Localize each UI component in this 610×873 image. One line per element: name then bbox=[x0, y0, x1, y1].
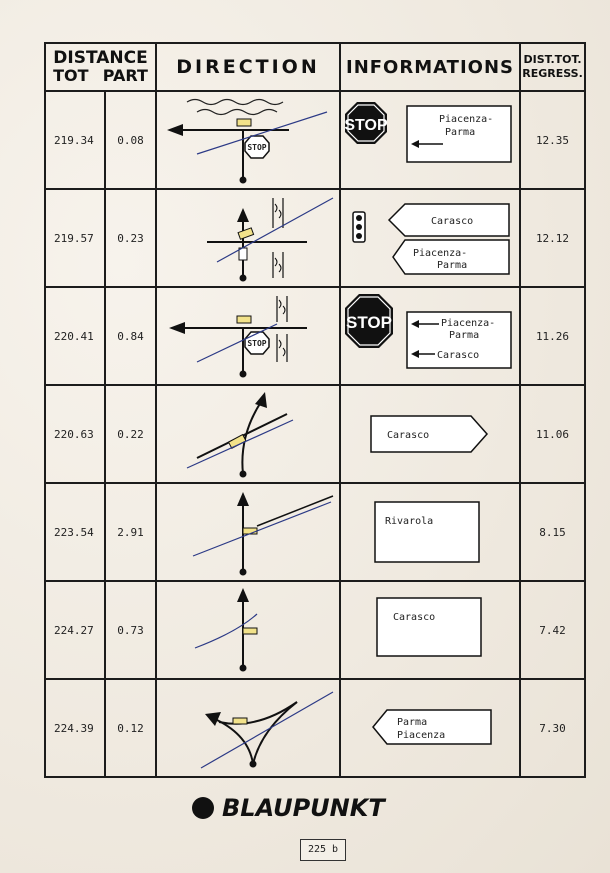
information-signs bbox=[340, 385, 520, 483]
stop-sign-label: STOP bbox=[346, 313, 392, 332]
highlight-marker bbox=[237, 316, 251, 323]
arrow-up-right-icon bbox=[255, 392, 267, 408]
direction-diagram bbox=[156, 91, 340, 189]
distance-part: 0.22 bbox=[105, 385, 156, 483]
highlight-marker bbox=[233, 718, 247, 724]
sign-label: Piacenza- bbox=[441, 318, 496, 329]
distance-tot: 219.57 bbox=[45, 189, 105, 287]
pen-mark bbox=[217, 198, 333, 262]
sign-label: Carasco bbox=[393, 612, 436, 623]
dist-regress: 12.12 bbox=[520, 189, 585, 287]
sign-label: Piacenza- bbox=[413, 248, 468, 259]
dist-regress: 7.42 bbox=[520, 581, 585, 679]
information-signs bbox=[340, 581, 520, 679]
table-row bbox=[45, 287, 585, 385]
bridge-icon bbox=[273, 198, 283, 278]
distance-part: 0.73 bbox=[105, 581, 156, 679]
sign-label: Parma bbox=[445, 127, 476, 138]
table-row bbox=[45, 189, 585, 287]
information-signs bbox=[340, 189, 520, 287]
distance-part: 0.23 bbox=[105, 189, 156, 287]
sign-label: Carasco bbox=[437, 350, 480, 361]
distance-part: 0.84 bbox=[105, 287, 156, 385]
arrow-up-icon bbox=[237, 588, 249, 602]
arrow-up-left-icon bbox=[205, 712, 221, 726]
sign-label: Piacenza bbox=[397, 730, 446, 741]
dist-regress: 8.15 bbox=[520, 483, 585, 581]
pen-mark bbox=[187, 420, 293, 468]
direction-diagram bbox=[156, 385, 340, 483]
information-signs bbox=[340, 91, 520, 189]
water-wave-icon bbox=[197, 110, 277, 115]
header-informations: INFORMATIONS bbox=[340, 43, 520, 91]
direction-diagram bbox=[156, 287, 340, 385]
direction-diagram bbox=[156, 581, 340, 679]
distance-tot: 220.63 bbox=[45, 385, 105, 483]
page-number: 225 b bbox=[300, 839, 346, 861]
start-dot-icon bbox=[240, 177, 247, 184]
table-row bbox=[45, 679, 585, 777]
direction-diagram bbox=[156, 679, 340, 777]
roadbook-table bbox=[44, 42, 586, 778]
information-signs bbox=[340, 679, 520, 777]
header-dist-tot: DIST.TOT. bbox=[523, 53, 582, 66]
pen-mark bbox=[201, 692, 333, 768]
highlight-marker bbox=[238, 228, 254, 239]
distance-part: 2.91 bbox=[105, 483, 156, 581]
stop-sign-small-label: STOP bbox=[247, 339, 267, 348]
table-row bbox=[45, 483, 585, 581]
distance-tot: 223.54 bbox=[45, 483, 105, 581]
header-dist-regress bbox=[520, 43, 585, 91]
sign-label: Parma bbox=[449, 330, 480, 341]
direction-sign-box bbox=[377, 598, 481, 656]
dist-regress: 7.30 bbox=[520, 679, 585, 777]
highlight-marker bbox=[243, 628, 257, 634]
pen-mark bbox=[193, 502, 331, 556]
header-row bbox=[45, 43, 585, 91]
start-dot-icon bbox=[240, 569, 247, 576]
start-dot-icon bbox=[240, 471, 247, 478]
distance-part: 0.12 bbox=[105, 679, 156, 777]
dist-regress: 12.35 bbox=[520, 91, 585, 189]
header-distance-label: DISTANCE bbox=[53, 48, 148, 68]
start-dot-icon bbox=[250, 761, 257, 768]
sign-label: Parma bbox=[437, 260, 468, 271]
distance-tot: 219.34 bbox=[45, 91, 105, 189]
table-row bbox=[45, 385, 585, 483]
direction-sign-box bbox=[375, 502, 479, 562]
sign-label: Carasco bbox=[387, 430, 430, 441]
header-tot: TOT bbox=[53, 66, 89, 85]
water-wave-icon bbox=[187, 100, 283, 105]
distance-tot: 224.39 bbox=[45, 679, 105, 777]
sign-label: Parma bbox=[397, 717, 428, 728]
header-regress: REGRESS. bbox=[522, 67, 583, 80]
information-signs bbox=[340, 287, 520, 385]
brand-name: BLAUPUNKT bbox=[222, 794, 385, 822]
highlight-marker bbox=[237, 119, 251, 126]
start-dot-icon bbox=[240, 275, 247, 282]
sign-label: Rivarola bbox=[385, 516, 434, 527]
distance-tot: 224.27 bbox=[45, 581, 105, 679]
start-dot-icon bbox=[240, 665, 247, 672]
header-part: PART bbox=[102, 66, 148, 85]
distance-part: 0.08 bbox=[105, 91, 156, 189]
stop-sign-label: STOP bbox=[344, 117, 388, 134]
direction-diagram bbox=[156, 483, 340, 581]
table-row bbox=[45, 581, 585, 679]
sign-label: Carasco bbox=[431, 216, 474, 227]
start-dot-icon bbox=[240, 371, 247, 378]
arrow-left-icon bbox=[169, 322, 185, 334]
table-row bbox=[45, 91, 585, 189]
arrow-up-icon bbox=[237, 208, 249, 222]
arrow-left-icon bbox=[167, 124, 183, 136]
header-distance bbox=[45, 43, 156, 91]
dist-regress: 11.26 bbox=[520, 287, 585, 385]
header-direction: DIRECTION bbox=[156, 43, 340, 91]
dist-regress: 11.06 bbox=[520, 385, 585, 483]
brand-dot-icon bbox=[192, 797, 214, 819]
stop-sign-small-label: STOP bbox=[247, 143, 267, 152]
arrow-up-icon bbox=[237, 492, 249, 506]
direction-diagram bbox=[156, 189, 340, 287]
brand-logo bbox=[192, 793, 442, 823]
sign-label: Piacenza- bbox=[439, 114, 494, 125]
information-signs bbox=[340, 483, 520, 581]
distance-tot: 220.41 bbox=[45, 287, 105, 385]
river-icon bbox=[275, 204, 281, 272]
